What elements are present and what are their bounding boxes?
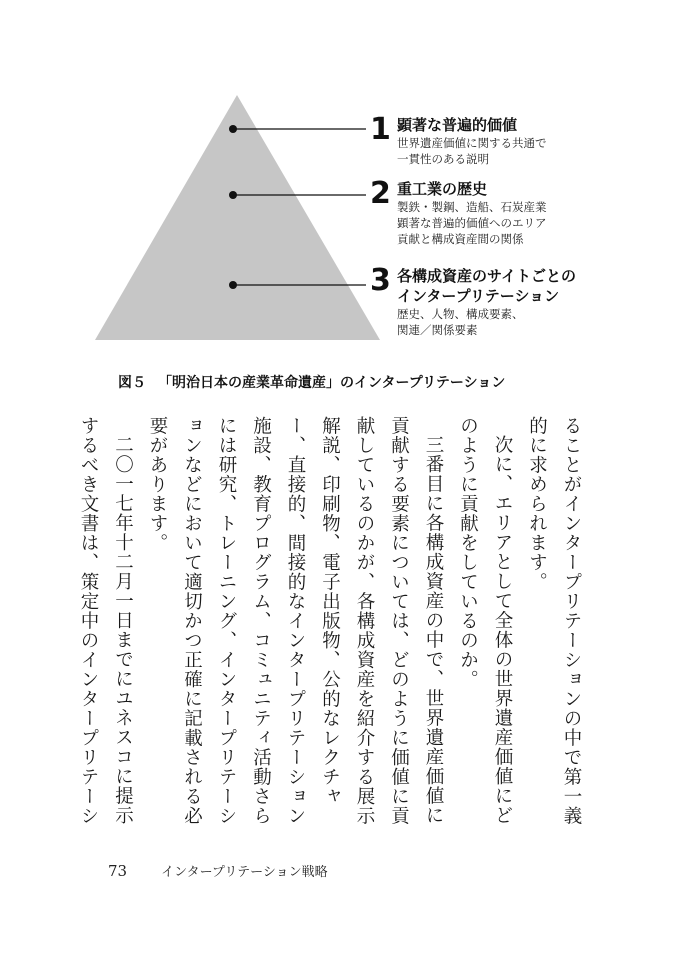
level-marker-1 [229, 125, 237, 133]
running-title: インタープリテーション戦略 [161, 865, 328, 880]
paragraph: 次に、エリアとして全体の世界遺産価値にどのように貢献をしているのか。 [457, 416, 513, 825]
level-description-line: 一貫性のある説明 [397, 152, 489, 166]
figure-caption [118, 372, 505, 392]
level-title: 各構成資産のサイトごとの [397, 267, 576, 285]
level-description-line: 製鉄・製鋼、造船、石炭産業 [397, 200, 547, 214]
level-description-line: 顕著な普遍的価値へのエリア [397, 216, 547, 230]
pyramid-triangle [95, 95, 380, 340]
level-marker-2 [229, 191, 237, 199]
paragraph: 三番目に各構成資産の中で、世界遺産価値に貢献する要素については、どのように価値に貢献しているのかが、各構成資産を紹介する展示解説、印刷物、電子出版物、公的なレクチャー、直接的、間接的なインタープリテーション施設、教育プログラム、コミュニティ活動さらには研究、トレーニング、インタープリテーションなどにおいて適切かつ正確に記載される必要があります。 [147, 416, 444, 826]
paragraph: ることがインタープリテーションの中で第一義的に求められます。 [526, 416, 582, 826]
figure-caption-text: 「明治日本の産業革命遺産」のインタープリテーション [158, 375, 506, 391]
level-title-continued: インタープリテーション [397, 287, 560, 305]
page-number: 73 [108, 862, 128, 880]
level-description-line: 関連／関係要素 [397, 323, 478, 337]
level-number: 3 [370, 263, 391, 298]
body-text [71, 416, 589, 836]
level-marker-3 [229, 281, 237, 289]
level-number: 1 [370, 112, 391, 147]
level-description-line: 歴史、人物、構成要素、 [397, 307, 524, 321]
page-footer [108, 861, 328, 880]
level-number: 2 [370, 176, 391, 211]
figure-label: 図５ [118, 375, 146, 391]
pyramid-figure [0, 0, 676, 360]
level-description-line: 貢献と構成資産間の関係 [397, 232, 524, 246]
level-title: 顕著な普遍的価値 [397, 116, 518, 134]
level-title: 重工業の歴史 [397, 180, 488, 198]
paragraph: 二〇一七年十二月一日までにユネスコに提示するべき文書は、策定中のインタープリテーシ [78, 416, 134, 826]
level-description-line: 世界遺産価値に関する共通で [397, 136, 547, 150]
